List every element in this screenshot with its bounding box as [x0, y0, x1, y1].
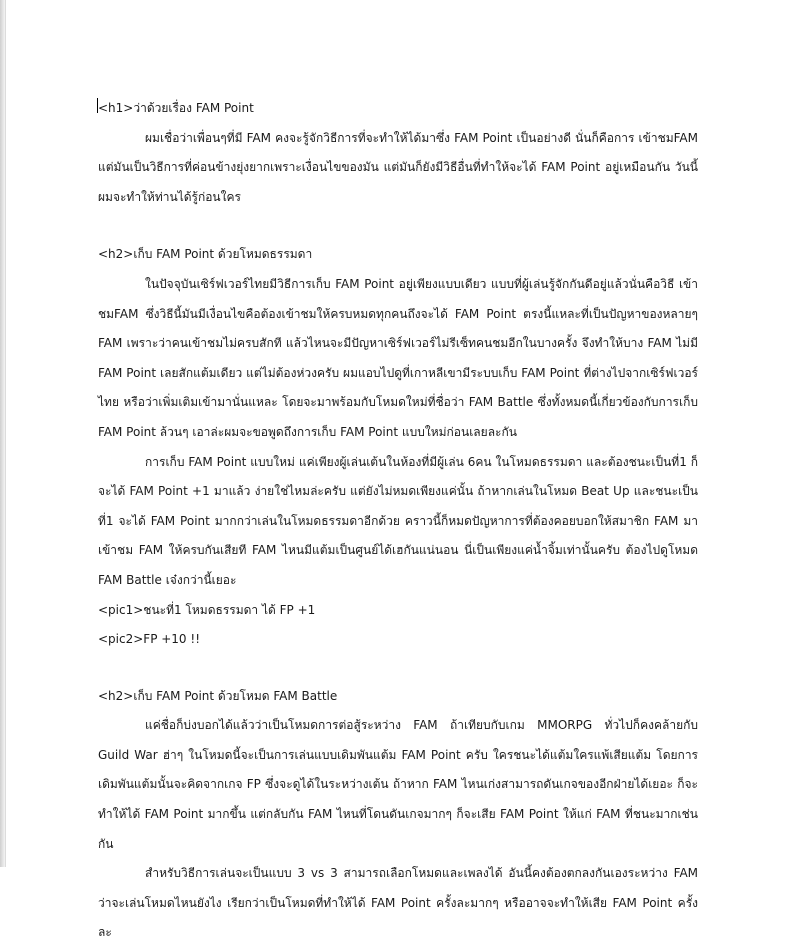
intro-paragraph: ผมเชื่อว่าเพื่อนๆที่มี FAM คงจะรู้จักวิธีการที่จะทำให้ได้มาซึ่ง FAM Point เป็นอย่างดี นั่นก็คือการ เข้าชมFAM แต่มันเป็นวิธีการที่ค่อนข้างยุ่งยากเพราะเงื่อนไขของมัน แต่มันก็ยังมีวิธีอื่นที่ทำให้จะได้ FAM Point อยู่เหมือนกัน วันนี้ผมจะทำให้ท่านได้รู้ก่อนใคร [98, 130, 698, 204]
normal-mode-paragraph-1: ในปัจจุบันเซิร์ฟเวอร์ไทยมีวิธีการเก็บ FAM Point อยู่เพียงแบบเดียว แบบที่ผู้เล่นรู้จักกันดีอยู่แล้วนั่นคือวิธี เข้าชมFAM ซึ่งวิธีนี้มันมีเงื่อนไขคือต้องเข้าชมให้ครบหมดทุกคนถึงจะได้ FAM Point ตรงนี้แหละที่เป็นปัญหาของหลายๆ FAM เพราะว่าคนเข้าชมไม่ครบสักที แล้วไหนจะมีปัญหาเซิร์ฟเวอร์ไม่รีเซ็ทคนชมอีกในบางครั้ง จึงทำให้บาง FAM ไม่มี FAM Point เลยสักแต้มเดียว แต่ไม่ต้องห่วงครับ ผมแอบไปดูที่เกาหลีเขามีระบบเก็บ FAM Point ที่ต่างไปจากเซิร์ฟเวอร์ไทย หรือว่าเพิ่มเติมเข้ามานั่นแหละ โดยจะมาพร้อมกับโหมดใหม่ที่ชื่อว่า FAM Battle ซึ่งทั้งหมดนี้เกี่ยวข้องกับการเก็บ FAM Point ล้วนๆ เอาล่ะผมจะขอพูดถึงการเก็บ FAM Point แบบใหม่ก่อนเลยละกัน [98, 276, 698, 439]
pic2-caption: <pic2>FP +10 !! [98, 632, 201, 647]
heading-normal-mode: <h2>เก็บ FAM Point ด้วยโหมดธรรมดา [98, 247, 313, 262]
normal-mode-paragraph-2: การเก็บ FAM Point แบบใหม่ แค่เพียงผู้เล่นเต้นในห้องที่มีผู้เล่น 6คน ในโหมดธรรมดา และต้องชนะเป็นที่1 ก็จะได้ FAM Point +1 มาแล้ว ง่ายใช่ไหมล่ะครับ แต่ยังไม่หมดเพียงแค่นั้น ถ้าหากเล่นในโหมด Beat Up และชนะเป็นที่1 จะได้ FAM Point มากกว่าเล่นในโหมดธรรมดาอีกด้วย คราวนี้ก็หมดปัญหาการที่ต้องคอยบอกให้สมาชิก FAM มาเข้าชม FAM ให้ครบกันเสียที FAM ไหนมีแต้มเป็นศูนย์ได้เฮกันแน่นอน นี่เป็นเพียงแค่น้ำจิ้มเท่านั้นครับ ต้องไปดูโหมด FAM Battle เจ๋งกว่านี้เยอะ [98, 454, 698, 587]
heading-1: <h1>ว่าด้วยเรื่อง FAM Point [98, 101, 254, 115]
document-page[interactable] [98, 94, 698, 948]
pic1-caption: <pic1>ชนะที่1 โหมดธรรมดา ได้ FP +1 [98, 602, 316, 617]
page-left-edge [0, 0, 6, 867]
battle-paragraph-2: สำหรับวิธีการเล่นจะเป็นแบบ 3 vs 3 สามารถเลือกโหมดและเพลงได้ อันนี้คงต้องตกลงกันเองระหว่าง FAM ว่าจะเล่นโหมดไหนยังไง เรียกว่าเป็นโหมดที่ทำให้ได้ FAM Point ครั้งละมากๆ หรืออาจจะทำให้เสีย FAM Point ครั้งละ [98, 866, 698, 940]
blank-line [98, 212, 698, 240]
heading-fam-battle: <h2>เก็บ FAM Point ด้วยโหมด FAM Battle [98, 688, 338, 703]
battle-paragraph-1: แค่ชื่อก็บ่งบอกได้แล้วว่าเป็นโหมดการต่อสู้ระหว่าง FAM ถ้าเทียบกับเกม MMORPG ทั่วไปก็คงคล้ายกับ Guild War ฮ่าๆ ในโหมดนี้จะเป็นการเล่นแบบเดิมพันแต้ม FAM Point ครับ ใครชนะได้แต้มใครแพ้เสียแต้ม โดยการเดิมพันแต้มนั้นจะคิดจากเกจ FP ซึ่งจะดูได้ในระหว่างเต้น ถ้าหาก FAM ไหนเก่งสามารถดันเกจของอีกฝ่ายได้เยอะ ก็จะทำให้ได้ FAM Point มากขึ้น แต่กลับกัน FAM ไหนที่โดนดันเกจมากๆ ก็จะเสีย FAM Point ให้แก่ FAM ที่ชนะมากเช่นกัน [98, 718, 698, 851]
blank-line [98, 655, 698, 682]
